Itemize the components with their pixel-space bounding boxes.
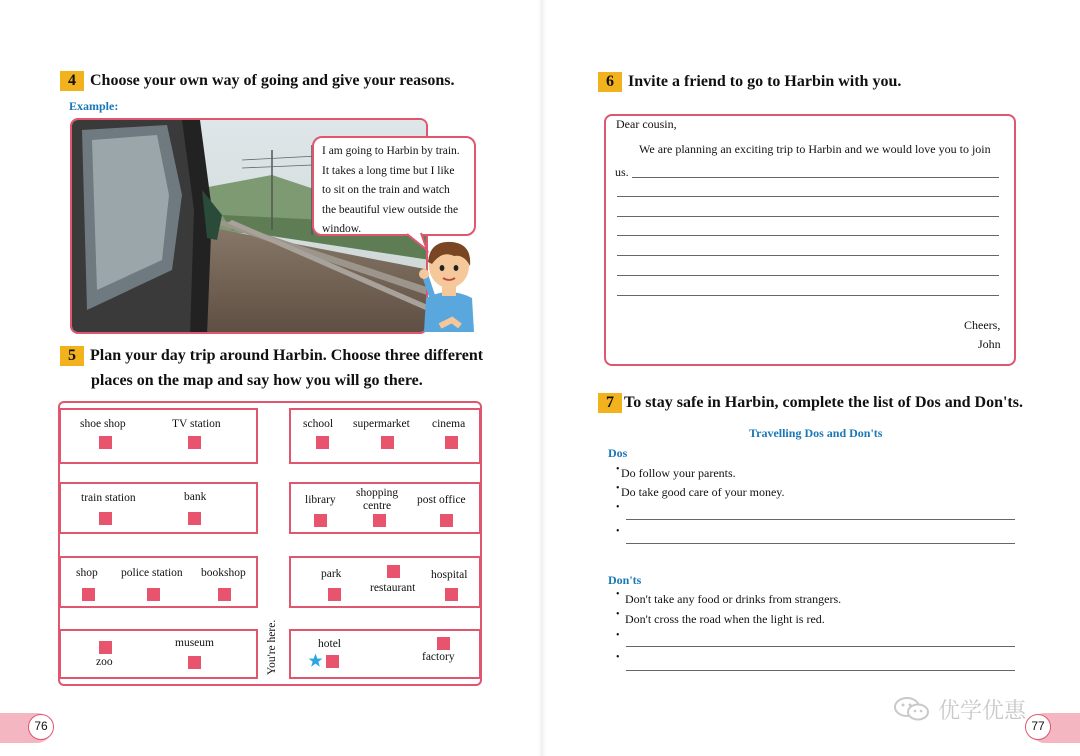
bullet: • (616, 464, 620, 475)
map-marker[interactable] (440, 514, 453, 527)
bullet: • (616, 526, 620, 537)
map-marker[interactable] (445, 436, 458, 449)
letter-body-line2: us. (615, 165, 629, 179)
map-marker[interactable] (218, 588, 231, 601)
donts-label: Don'ts (608, 573, 642, 587)
writing-line[interactable] (617, 295, 999, 296)
map-marker[interactable] (314, 514, 327, 527)
map-marker[interactable] (437, 637, 450, 650)
watermark-text: 优学优惠 (938, 699, 1027, 724)
list-title: Travelling Dos and Don'ts (749, 426, 883, 440)
map-marker[interactable] (328, 588, 341, 601)
bubble-line: the beautiful view outside the (322, 203, 459, 216)
map-marker[interactable] (387, 565, 400, 578)
map-place-school: school (303, 418, 334, 430)
dos-item: Do follow your parents. (621, 466, 736, 480)
youre-here-label: You're here. (266, 619, 278, 675)
map-place-bookshop: bookshop (201, 567, 246, 579)
page-gutter (538, 0, 546, 756)
bullet: • (616, 652, 620, 663)
map-place-bank: bank (184, 491, 207, 503)
section-number-badge: 7 (598, 393, 622, 413)
map-marker[interactable] (326, 655, 339, 668)
map-marker[interactable] (99, 512, 112, 525)
example-label: Example: (69, 99, 119, 113)
map-place-shop: shop (76, 567, 98, 579)
dos-label: Dos (608, 446, 628, 460)
section-6-heading (598, 71, 901, 93)
map-place-hotel: hotel (318, 638, 341, 650)
map-place-park: park (321, 568, 342, 580)
map-place-hospital: hospital (431, 569, 468, 581)
map-block (59, 408, 258, 464)
map-place-supermarket: supermarket (353, 418, 410, 430)
writing-line[interactable] (626, 646, 1015, 647)
donts-item: Don't take any food or drinks from strangers. (625, 592, 842, 606)
map-place-shoe-shop: shoe shop (80, 418, 126, 430)
map-place-restaurant: restaurant (370, 582, 416, 594)
bullet: • (616, 609, 620, 620)
page-number-right: 77 (1025, 714, 1051, 740)
bullet: • (616, 589, 620, 600)
writing-line[interactable] (626, 519, 1015, 520)
map-place-library: library (305, 494, 336, 506)
bubble-line: I am going to Harbin by train. (322, 145, 460, 157)
writing-line[interactable] (626, 543, 1015, 544)
map-marker[interactable] (188, 436, 201, 449)
map-place-tv-station: TV station (172, 418, 221, 430)
bubble-line: It takes a long time but I like (322, 164, 455, 177)
writing-line[interactable] (617, 275, 999, 276)
bullet: • (616, 483, 620, 494)
letter-greeting: Dear cousin, (616, 117, 677, 131)
map-marker[interactable] (445, 588, 458, 601)
map-place-zoo: zoo (96, 656, 113, 668)
letter-signature: John (978, 337, 1001, 351)
donts-item: Don't cross the road when the light is red. (625, 612, 825, 626)
section-4-title: Choose your own way of going and give your reasons. (90, 72, 455, 89)
wechat-icon (893, 696, 931, 722)
map-block (59, 482, 258, 534)
star-icon (308, 653, 323, 668)
map-marker[interactable] (82, 588, 95, 601)
section-number-badge: 6 (598, 72, 622, 92)
section-5-title-line2: places on the map and say how you will go there. (91, 372, 423, 389)
letter-body-line1: We are planning an exciting trip to Harbin and we would love you to join (639, 142, 991, 156)
section-5-heading (60, 345, 483, 367)
writing-line[interactable] (626, 670, 1015, 671)
map-marker[interactable] (147, 588, 160, 601)
writing-line[interactable] (617, 255, 999, 256)
writing-line[interactable] (617, 235, 999, 236)
speech-bubble (312, 136, 476, 236)
bubble-line: window. (322, 223, 362, 235)
map-place-shopping-centre (356, 487, 398, 513)
place-label-line: centre (363, 500, 392, 512)
map-place-police-station: police station (121, 567, 183, 579)
map-marker[interactable] (188, 656, 201, 669)
section-7-heading (598, 392, 1023, 414)
dos-item: Do take good care of your money. (621, 485, 785, 499)
map-marker[interactable] (188, 512, 201, 525)
section-5-title-line1: Plan your day trip around Harbin. Choose three different (90, 347, 484, 364)
bullet: • (616, 502, 620, 513)
map-place-cinema: cinema (432, 418, 466, 430)
map-marker[interactable] (99, 436, 112, 449)
bullet: • (616, 630, 620, 641)
place-label-line: shopping (356, 487, 399, 499)
map-marker[interactable] (316, 436, 329, 449)
page-number-left: 76 (28, 714, 54, 740)
map-marker[interactable] (381, 436, 394, 449)
section-number-badge: 5 (60, 346, 84, 366)
section-number-badge: 4 (60, 71, 84, 91)
section-7-title: To stay safe in Harbin, complete the list of Dos and Don'ts. (624, 394, 1023, 411)
bubble-line: to sit on the train and watch (322, 184, 450, 196)
map-marker[interactable] (373, 514, 386, 527)
writing-line[interactable] (617, 196, 999, 197)
map-place-train-station: train station (81, 492, 136, 504)
writing-line[interactable] (632, 177, 999, 178)
map-place-post-office: post office (417, 494, 466, 506)
section-4-heading (60, 70, 455, 92)
map-place-factory: factory (422, 651, 455, 663)
map-marker[interactable] (99, 641, 112, 654)
writing-line[interactable] (617, 216, 999, 217)
section-6-title: Invite a friend to go to Harbin with you. (628, 73, 902, 90)
boy-illustration (418, 236, 480, 332)
map-block (59, 629, 258, 679)
letter-closing: Cheers, (964, 318, 1001, 332)
map-place-museum: museum (175, 637, 214, 649)
